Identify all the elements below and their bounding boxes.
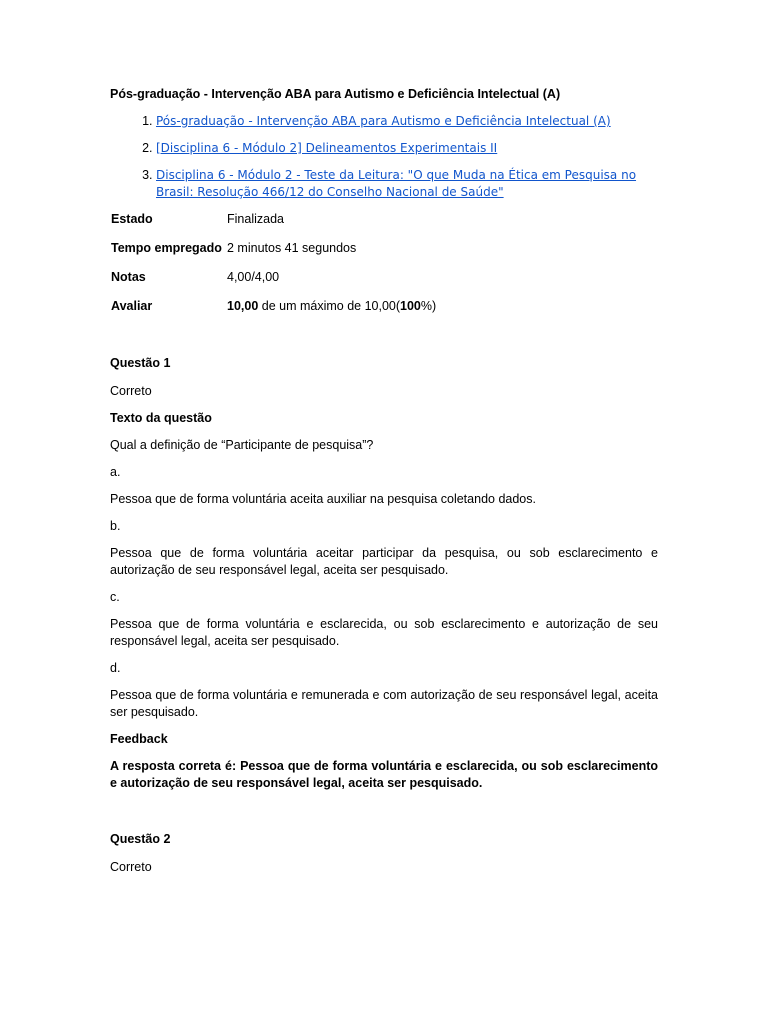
document-content xyxy=(110,86,658,886)
summary-row-avaliar xyxy=(110,298,440,327)
option-c-letter: c. xyxy=(110,590,120,604)
breadcrumb-item-module xyxy=(156,140,658,157)
avaliar-mid: de um máximo de 10,00( xyxy=(258,299,401,313)
attempt-summary-table xyxy=(110,211,440,327)
feedback-text: A resposta correta é: Pessoa que de forma voluntária e esclarecida, ou sob esclarecimento e autorização de seu responsável legal, aceita ser pesquisado. xyxy=(110,759,658,790)
notas-value: 4,00/4,00 xyxy=(227,270,280,284)
tempo-value: 2 minutos 41 segundos xyxy=(227,241,357,255)
option-b-text: Pessoa que de forma voluntária aceitar participar da pesquisa, ou sob esclarecimento e autorização de seu responsável legal, aceita ser pesquisado. xyxy=(110,546,658,577)
summary-row-estado xyxy=(110,211,440,240)
avaliar-label: Avaliar xyxy=(111,299,153,313)
tempo-label: Tempo empregado xyxy=(111,241,222,255)
option-c-text: Pessoa que de forma voluntária e esclarecida, ou sob esclarecimento e autorização de seu responsável legal, aceita ser pesquisado. xyxy=(110,617,658,648)
estado-value: Finalizada xyxy=(227,212,284,226)
option-d-letter: d. xyxy=(110,661,121,675)
summary-row-tempo xyxy=(110,240,440,269)
option-d-text: Pessoa que de forma voluntária e remunerada e com autorização de seu responsável legal, aceita ser pesquisado. xyxy=(110,688,658,719)
question-2 xyxy=(110,831,658,876)
course-title: Pós-graduação - Intervenção ABA para Autismo e Deficiência Intelectual (A) xyxy=(110,87,561,101)
breadcrumb-item-course xyxy=(156,113,658,130)
option-a-text: Pessoa que de forma voluntária aceita auxiliar na pesquisa coletando dados. xyxy=(110,492,536,506)
option-a-letter: a. xyxy=(110,465,121,479)
question-1-title: Questão 1 xyxy=(110,356,171,370)
question-1 xyxy=(110,355,658,792)
avaliar-value xyxy=(226,298,440,327)
breadcrumb-link-course[interactable]: Pós-graduação - Intervenção ABA para Autismo e Deficiência Intelectual (A) xyxy=(156,114,611,128)
breadcrumb-link-quiz[interactable]: Disciplina 6 - Módulo 2 - Teste da Leitura: "O que Muda na Ética em Pesquisa no Brasil: Resolução 466/12 do Conselho Nacional de Saúde" xyxy=(156,168,637,199)
question-1-prompt: Qual a definição de “Participante de pesquisa”? xyxy=(110,438,374,452)
option-b-letter: b. xyxy=(110,519,121,533)
breadcrumb-link-module[interactable]: [Disciplina 6 - Módulo 2] Delineamentos Experimentais II xyxy=(156,141,498,155)
estado-label: Estado xyxy=(111,212,153,226)
summary-row-notas xyxy=(110,269,440,298)
feedback-label: Feedback xyxy=(110,732,168,746)
breadcrumb xyxy=(110,113,658,201)
avaliar-score: 10,00 xyxy=(227,299,259,313)
question-2-title: Questão 2 xyxy=(110,832,171,846)
avaliar-percent: 100 xyxy=(400,299,421,313)
question-1-status: Correto xyxy=(110,384,152,398)
notas-label: Notas xyxy=(111,270,146,284)
question-1-text-label: Texto da questão xyxy=(110,411,212,425)
question-2-status: Correto xyxy=(110,860,152,874)
breadcrumb-item-quiz xyxy=(156,167,658,201)
avaliar-end: %) xyxy=(420,299,437,313)
